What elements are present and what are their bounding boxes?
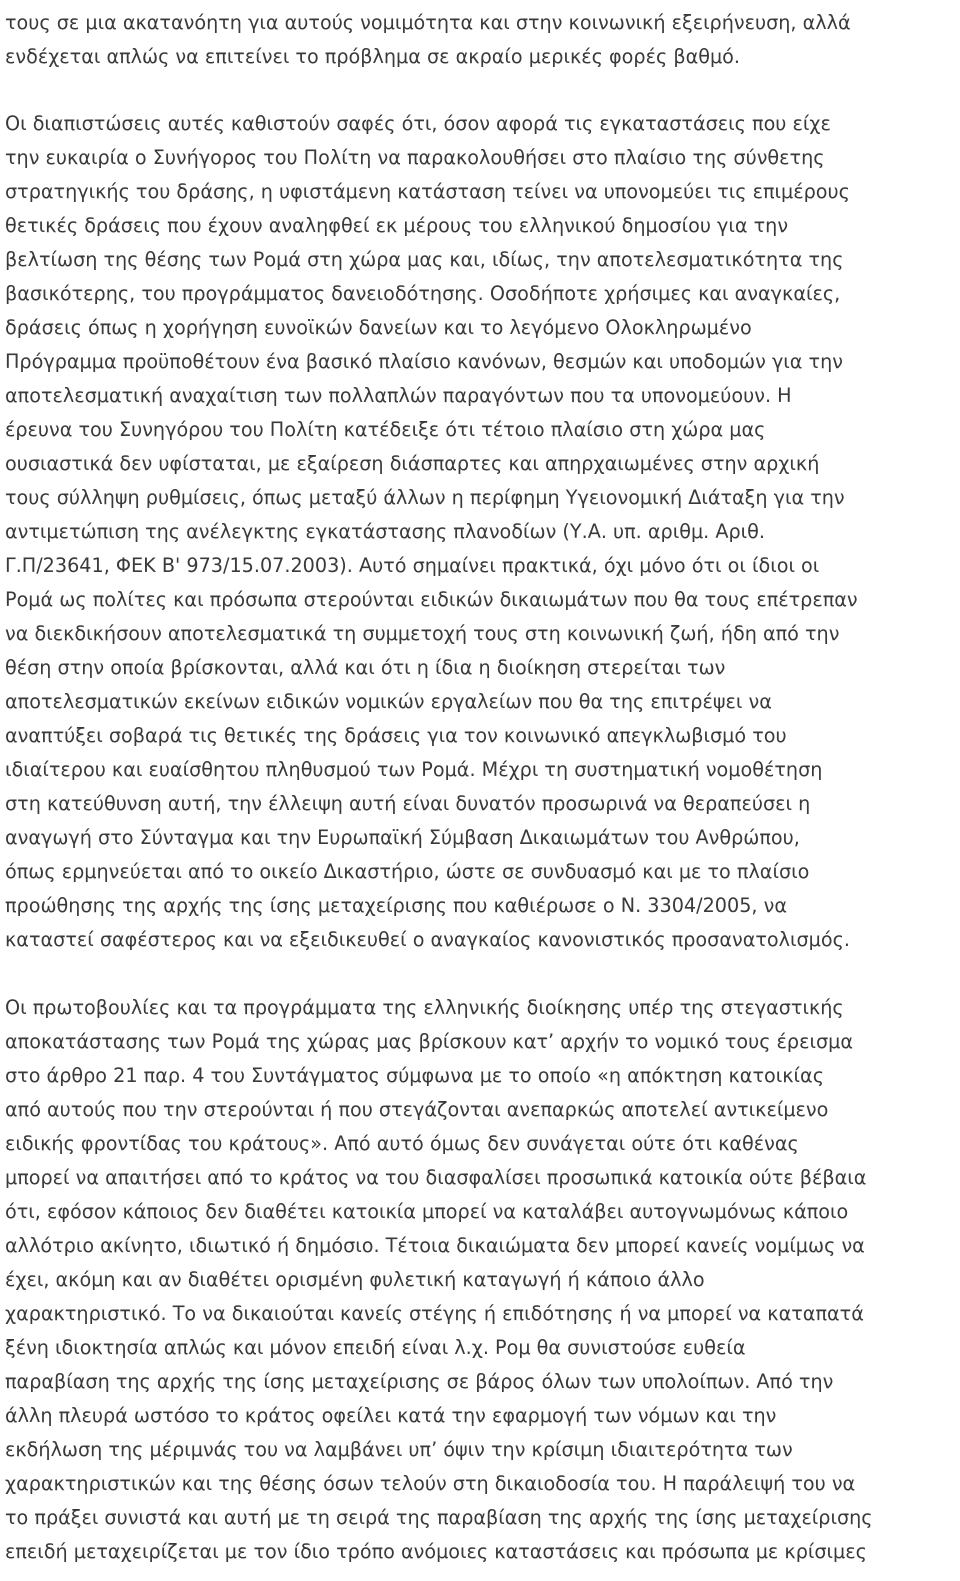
text-line: αλλότριο ακίνητο, ιδιωτικό ή δημόσιο. Τέτοια δικαιώματα δεν μπορεί κανείς νομίμως να bbox=[5, 1234, 865, 1257]
text-line: βελτίωση της θέσης των Ρομά στη χώρα μας και, ιδίως, την αποτελεσματικότητα της bbox=[5, 248, 844, 271]
text-line: ενδέχεται απλώς να επιτείνει το πρόβλημα σε ακραίο μερικές φορές βαθμό. bbox=[5, 45, 741, 68]
paragraph-2 bbox=[5, 107, 858, 957]
text-line: ξένη ιδιοκτησία απλώς και μόνον επειδή είναι λ.χ. Ρομ θα συνιστούσε ευθεία bbox=[5, 1336, 746, 1359]
text-line: επειδή μεταχειρίζεται με τον ίδιο τρόπο ανόμοιες καταστάσεις και πρόσωπα με κρίσιμες bbox=[5, 1540, 867, 1563]
paragraph-3 bbox=[5, 991, 873, 1569]
text-line: Οι πρωτοβουλίες και τα προγράμματα της ελληνικής διοίκησης υπέρ της στεγαστικής bbox=[5, 996, 844, 1019]
text-line: αποτελεσματικών εκείνων ειδικών νομικών εργαλείων που θα της επιτρέψει να bbox=[5, 690, 772, 713]
text-line: αναπτύξει σοβαρά τις θετικές της δράσεις για τον κοινωνικό απεγκλωβισμό του bbox=[5, 724, 787, 747]
text-line: προώθησης της αρχής της ίσης μεταχείρισης που καθιέρωσε ο Ν. 3304/2005, να bbox=[5, 894, 787, 917]
text-line: Γ.Π/23641, ΦΕΚ Β' 973/15.07.2003). Αυτό σημαίνει πρακτικά, όχι μόνο ότι οι ίδιοι οι bbox=[5, 554, 820, 577]
text-line: Οι διαπιστώσεις αυτές καθιστούν σαφές ότι, όσον αφορά τις εγκαταστάσεις που είχε bbox=[5, 112, 831, 135]
text-line: άλλη πλευρά ωστόσο το κράτος οφείλει κατά την εφαρμογή των νόμων και την bbox=[5, 1404, 777, 1427]
text-line: εκδήλωση της μέριμνάς του να λαμβάνει υπ’ όψιν την κρίσιμη ιδιαιτερότητα των bbox=[5, 1438, 793, 1461]
text-line: Ρομά ως πολίτες και πρόσωπα στερούνται ειδικών δικαιωμάτων που θα τους επέτρεπαν bbox=[5, 588, 858, 611]
text-line: ειδικής φροντίδας του κράτους». Από αυτό όμως δεν συνάγεται ούτε ότι καθένας bbox=[5, 1132, 799, 1155]
text-line: στη κατεύθυνση αυτή, την έλλειψη αυτή είναι δυνατόν προσωρινά να θεραπεύσει η bbox=[5, 792, 811, 815]
text-line: ότι, εφόσον κάποιος δεν διαθέτει κατοικία μπορεί να καταλάβει αυτογνωμόνως κάποιο bbox=[5, 1200, 849, 1223]
text-line: ιδιαίτερου και ευαίσθητου πληθυσμού των Ρομά. Μέχρι τη συστηματική νομοθέτηση bbox=[5, 758, 823, 781]
text-line: το πράξει συνιστά και αυτή με τη σειρά της παραβίαση της αρχής της ίσης μεταχείρισης bbox=[5, 1506, 873, 1529]
text-line: χαρακτηριστικό. Το να δικαιούται κανείς στέγης ή επιδότησης ή να μπορεί να καταπατά bbox=[5, 1302, 864, 1325]
text-line: Πρόγραμμα προϋποθέτουν ένα βασικό πλαίσιο κανόνων, θεσμών και υποδομών για την bbox=[5, 350, 843, 373]
text-line: χαρακτηριστικών και της θέσης όσων τελούν στη δικαιοδοσία του. Η παράλειψή του να bbox=[5, 1472, 856, 1495]
text-line: αναγωγή στο Σύνταγμα και την Ευρωπαϊκή Σύμβαση Δικαιωμάτων του Ανθρώπου, bbox=[5, 826, 800, 849]
text-line: ουσιαστικά δεν υφίσταται, με εξαίρεση διάσπαρτες και απηρχαιωμένες στην αρχική bbox=[5, 452, 820, 475]
text-line: παραβίαση της αρχής της ίσης μεταχείρισης σε βάρος όλων των υπολοίπων. Από την bbox=[5, 1370, 834, 1393]
text-line: μπορεί να απαιτήσει από το κράτος να του διασφαλίσει προσωπικά κατοικία ούτε βέβαια bbox=[5, 1166, 867, 1189]
text-line: στρατηγικής του δράσης, η υφιστάμενη κατάσταση τείνει να υπονομεύει τις επιμέρους bbox=[5, 180, 850, 203]
text-line: στο άρθρο 21 παρ. 4 του Συντάγματος σύμφωνα με το οποίο «η απόκτηση κατοικίας bbox=[5, 1064, 824, 1087]
text-line: αποκατάστασης των Ρομά της χώρας μας βρίσκουν κατ’ αρχήν το νομικό τους έρεισμα bbox=[5, 1030, 853, 1053]
paragraph-1 bbox=[5, 6, 851, 74]
text-line: να διεκδικήσουν αποτελεσματικά τη συμμετοχή τους στη κοινωνική ζωή, ήδη από την bbox=[5, 622, 840, 645]
text-line: καταστεί σαφέστερος και να εξειδικευθεί ο αναγκαίος κανονιστικός προσανατολισμός. bbox=[5, 928, 850, 951]
text-line: τους σε μια ακατανόητη για αυτούς νομιμότητα και στην κοινωνική εξειρήνευση, αλλά bbox=[5, 11, 851, 34]
text-line: αντιμετώπιση της ανέλεγκτης εγκατάστασης πλανοδίων (Υ.Α. υπ. αριθμ. Αριθ. bbox=[5, 520, 765, 543]
text-line: από αυτούς που την στερούνται ή που στεγάζονται ανεπαρκώς αποτελεί αντικείμενο bbox=[5, 1098, 829, 1121]
text-line: τους σύλληψη ρυθμίσεις, όπως μεταξύ άλλων η περίφημη Υγειονομική Διάταξη για την bbox=[5, 486, 845, 509]
text-line: την ευκαιρία ο Συνήγορος του Πολίτη να παρακολουθήσει στο πλαίσιο της σύνθετης bbox=[5, 146, 825, 169]
text-line: θετικές δράσεις που έχουν αναληφθεί εκ μέρους του ελληνικού δημοσίου για την bbox=[5, 214, 789, 237]
text-line: έχει, ακόμη και αν διαθέτει ορισμένη φυλετική καταγωγή ή κάποιο άλλο bbox=[5, 1268, 705, 1291]
text-line: όπως ερμηνεύεται από το οικείο Δικαστήριο, ώστε σε συνδυασμό και με το πλαίσιο bbox=[5, 860, 810, 883]
text-line: θέση στην οποία βρίσκονται, αλλά και ότι η ίδια η διοίκηση στερείται των bbox=[5, 656, 726, 679]
text-line: βασικότερης, του προγράμματος δανειοδότησης. Οσοδήποτε χρήσιμες και αναγκαίες, bbox=[5, 282, 841, 305]
text-line: έρευνα του Συνηγόρου του Πολίτη κατέδειξε ότι τέτοιο πλαίσιο στη χώρα μας bbox=[5, 418, 766, 441]
text-line: αποτελεσματική αναχαίτιση των πολλαπλών παραγόντων που τα υπονομεύουν. Η bbox=[5, 384, 792, 407]
text-line: δράσεις όπως η χορήγηση ευνοϊκών δανείων και το λεγόμενο Ολοκληρωμένο bbox=[5, 316, 752, 339]
